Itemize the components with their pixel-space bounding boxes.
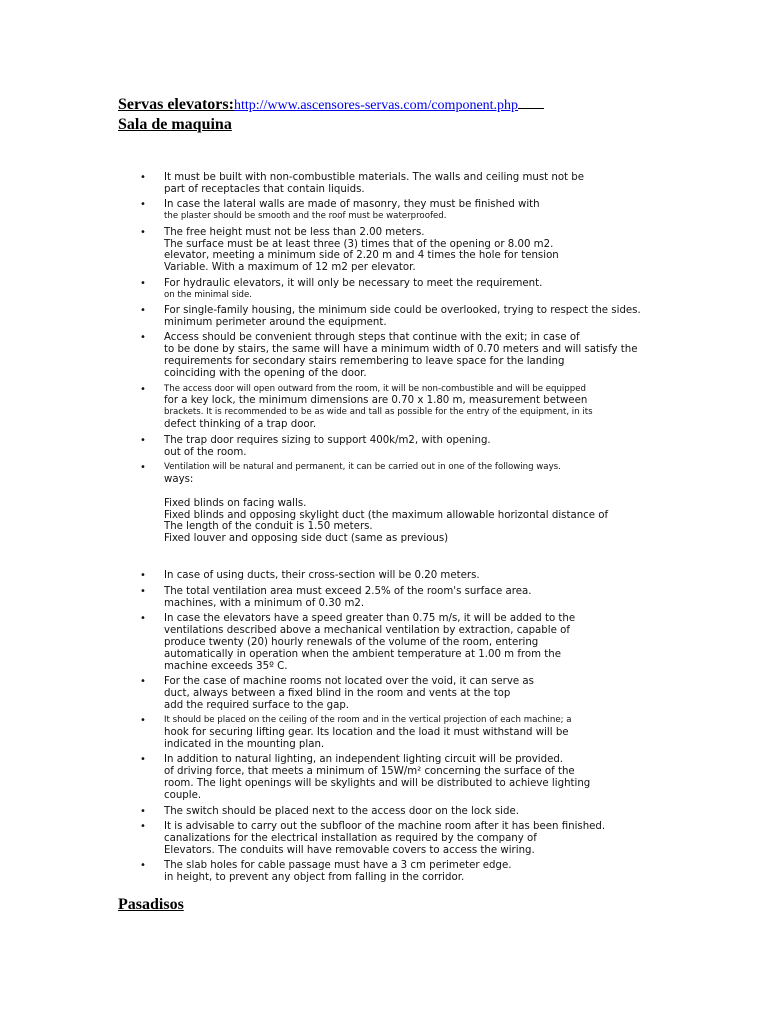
list-item <box>140 676 670 712</box>
list-item <box>140 305 670 329</box>
list-item-line: For single-family housing, the minimum side could be overlooked, trying to respect the sides. <box>164 305 641 317</box>
list-item-line: add the required surface to the gap. <box>164 699 350 711</box>
list-item-line: produce twenty (20) hourly renewals of the volume of the room, entering <box>164 636 539 648</box>
list-item <box>140 172 670 196</box>
list-item-line: of driving force, that meets a minimum of 15W/m² concerning the surface of the <box>164 766 575 778</box>
list-item-line: The access door will open outward from the room, it will be non-combustible and will be equipped <box>164 383 586 394</box>
bullet-marker: • <box>140 570 146 582</box>
list-item <box>140 384 670 432</box>
bullet-marker: • <box>140 613 146 624</box>
list-item-line: The length of the conduit is 1.50 meters. <box>164 521 373 533</box>
bullet-marker: • <box>140 226 146 238</box>
list-item-line: hook for securing lifting gear. Its location and the load it must withstand will be <box>164 727 569 739</box>
bullet-marker: • <box>140 715 146 727</box>
list-item-line: The surface must be at least three (3) times that of the opening or 8.00 m2. <box>164 238 554 250</box>
list-item-line: coinciding with the opening of the door. <box>164 368 367 380</box>
list-item-line: in height, to prevent any object from falling in the corridor. <box>164 872 465 884</box>
requirements-list <box>140 172 670 888</box>
list-item-line: for a key lock, the minimum dimensions are 0.70 x 1.80 m, measurement between <box>164 395 588 407</box>
list-item <box>140 278 670 302</box>
bullet-marker: • <box>140 805 146 817</box>
list-item-line: ventilations described above a mechanical ventilation by extraction, capable of <box>164 624 570 636</box>
list-item-line: Fixed louver and opposing side duct (same as previous) <box>164 533 449 545</box>
list-item-line: canalizations for the electrical installation as required by the company of <box>164 832 537 844</box>
list-item-line: indicated in the mounting plan. <box>164 739 325 751</box>
bullet-marker: • <box>140 585 146 597</box>
list-item-line: machine exceeds 35º C. <box>164 660 288 672</box>
bullet-marker: • <box>140 461 146 473</box>
section-title: Sala de maquina <box>118 116 232 133</box>
list-spacer <box>140 549 670 567</box>
list-item-line: In case the lateral walls are made of masonry, they must be finished with <box>164 199 540 211</box>
list-item-line: the plaster should be smooth and the roof must be waterproofed. <box>164 211 447 222</box>
list-item-line: automatically in operation when the ambient temperature at 1.00 m from the <box>164 648 561 660</box>
list-item-line: The slab holes for cable passage must have a 3 cm perimeter edge. <box>164 860 512 872</box>
list-item-line: ways: <box>164 473 194 485</box>
list-item-line: It should be placed on the ceiling of the room and in the vertical projection of each machine; a <box>164 715 572 726</box>
list-item-line: Fixed blinds and opposing skylight duct (the maximum allowable horizontal distance of <box>164 509 609 521</box>
list-item-line: In case the elevators have a speed greater than 0.75 m/s, it will be added to the <box>164 613 576 624</box>
list-item-line: For hydraulic elevators, it will only be necessary to meet the requirement. <box>164 277 543 289</box>
list-item-line: machines, with a minimum of 0.30 m2. <box>164 597 365 609</box>
company-url-link[interactable]: http://www.ascensores-servas.com/component.php <box>233 98 519 113</box>
list-item <box>140 613 670 673</box>
list-item-line: duct, always between a fixed blind in the room and vents at the top <box>164 687 511 699</box>
list-item <box>140 199 670 223</box>
list-item-line: Access should be convenient through steps that continue with the exit; in case of <box>164 332 580 344</box>
list-item-line: room. The light openings will be skylights and will be distributed to achieve lighting <box>164 778 591 790</box>
list-item-line: Elevators. The conduits will have removable covers to access the wiring. <box>164 844 535 856</box>
list-item-line: The free height must not be less than 2.00 meters. <box>164 226 425 238</box>
list-item-line: minimum perimeter around the equipment. <box>164 316 387 328</box>
list-item <box>140 860 670 884</box>
list-item-line: The total ventilation area must exceed 2.5% of the room's surface area. <box>164 585 532 597</box>
list-item <box>140 715 670 751</box>
list-item-line: to be done by stairs, the same will have a minimum width of 0.70 meters and will satisfy the <box>164 344 638 356</box>
bullet-marker: • <box>140 199 146 211</box>
bullet-marker: • <box>140 821 146 832</box>
list-item-line: on the minimal side. <box>164 289 252 300</box>
list-item-line: In addition to natural lighting, an independent lighting circuit will be provided. <box>164 754 564 766</box>
list-item-line: The switch should be placed next to the access door on the lock side. <box>164 805 519 817</box>
list-item-line: part of receptacles that contain liquids. <box>164 183 365 195</box>
company-heading <box>118 96 544 114</box>
list-item-line: Fixed blinds on facing walls. <box>164 497 307 509</box>
bullet-marker: • <box>140 383 146 395</box>
list-item <box>140 586 670 610</box>
bullet-marker: • <box>140 676 146 688</box>
link-underline-pad <box>518 96 544 109</box>
list-item-line: requirements for secondary stairs remembering to leave space for the landing <box>164 356 565 368</box>
list-item-line: It is advisable to carry out the subfloor of the machine room after it has been finished. <box>164 821 606 832</box>
list-item-line: Variable. With a maximum of 12 m2 per elevator. <box>164 262 416 274</box>
list-item <box>140 227 670 275</box>
list-item <box>140 332 670 380</box>
list-item <box>140 821 670 857</box>
bullet-marker: • <box>140 305 146 317</box>
list-item-line: brackets. It is recommended to be as wide and tall as possible for the entry of the equipment, in its <box>164 407 593 418</box>
list-item-line: For the case of machine rooms not located over the void, it can serve as <box>164 676 534 688</box>
section-heading-pasadisos: Pasadisos <box>118 896 184 913</box>
list-item-line: Ventilation will be natural and permanent, it can be carried out in one of the following ways. <box>164 461 561 472</box>
bullet-marker: • <box>140 754 146 766</box>
list-item-line: elevator, meeting a minimum side of 2.20 m and 4 times the hole for tension <box>164 250 559 262</box>
bullet-marker: • <box>140 172 146 183</box>
bullet-marker: • <box>140 434 146 446</box>
list-item-line: It must be built with non-combustible materials. The walls and ceiling must not be <box>164 172 585 183</box>
bullet-marker: • <box>140 860 146 872</box>
list-item-line: In case of using ducts, their cross-section will be 0.20 meters. <box>164 570 480 582</box>
company-name: Servas elevators: <box>118 96 234 113</box>
list-item-line: couple. <box>164 790 202 802</box>
list-item-line: The trap door requires sizing to support 400k/m2, with opening. <box>164 434 491 446</box>
list-item-line <box>164 486 670 498</box>
bullet-marker: • <box>140 277 146 289</box>
list-item-line: defect thinking of a trap door. <box>164 419 317 431</box>
list-item <box>140 570 670 582</box>
bullet-marker: • <box>140 332 146 344</box>
list-item <box>140 754 670 802</box>
list-item-line: out of the room. <box>164 446 247 458</box>
list-item <box>140 806 670 818</box>
list-item <box>140 435 670 459</box>
list-item <box>140 462 670 545</box>
